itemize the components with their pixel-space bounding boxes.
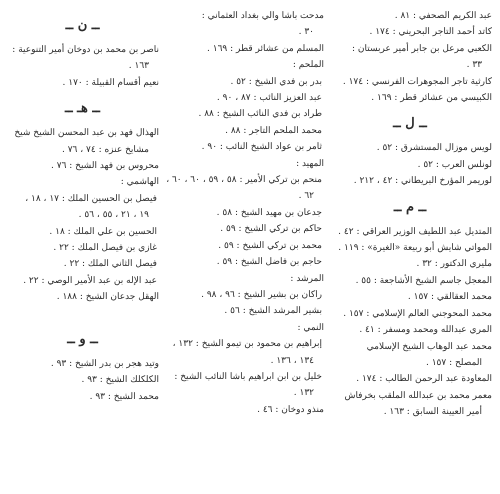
index-subentry: بشير المرشد الشيخ : ٥٦ . xyxy=(224,306,322,317)
index-entry: كاتد أحمد التاجر البحريني : ١٧٤ . xyxy=(369,27,492,38)
index-subentry: حاجم بن فاضل الشيخ : ٥٩ . xyxy=(216,257,322,268)
index-entry: الهقل جدعان الشيخ : ١٨٨ . xyxy=(56,292,159,303)
index-entry: محروس بن فهد الشيخ : ٧٦ . xyxy=(51,161,159,172)
index-entry: لونلس العرب : ٥٢ . xyxy=(417,159,492,170)
index-entry: الهذال فهد بن عبد المحسن الشيخ شيخ xyxy=(14,128,159,139)
index-entry: محمد الشيخ : ٩٣ . xyxy=(89,391,159,402)
index-subentry: طراد بن فدي النائب الشيخ : ٨٨ . xyxy=(198,109,322,120)
index-entry: المواتي شايش أبو ربيعة «الغيرة» : ١١٩ . xyxy=(338,243,492,254)
index-subentry: راكان بن بشير الشيخ : ٩٦ ، ٩٨ . xyxy=(201,289,322,300)
index-subentry: بدر بن فدي الشيخ : ٥٢ . xyxy=(230,76,322,87)
index-subentry: عبد العزيز النائب : ٨٧ ، ٩٠ . xyxy=(216,93,322,104)
index-subentry: محمد بن تركي الشيخ : ٥٩ . xyxy=(218,240,322,251)
index-column-middle xyxy=(164,8,324,488)
index-entry: عبد الكريم الصحفي : ٨١ . xyxy=(394,11,492,21)
index-entry: المسلم من عشائر قطر : ١٦٩ . xyxy=(207,43,324,54)
index-entry: المرشد : xyxy=(290,273,324,284)
index-entry: لوريمر المؤرخ البريطاني : ٤٢ ، ٢١٢ . xyxy=(353,176,492,187)
index-entry: المعاودة عبد الرحمن الطالب : ١٧٤ . xyxy=(356,374,492,385)
index-subentry: غازي بن فيصل الملك : ٢٢ . xyxy=(53,243,157,254)
index-entry: محمد المحوجني العالم الإسلامي : ١٥٧ . xyxy=(343,308,492,319)
index-entry: الهاشمي : xyxy=(120,177,159,188)
section-spacer xyxy=(6,306,159,322)
index-subentry: محمد الملحم التاجر : ٨٨ . xyxy=(225,125,322,136)
index-entry: نعيم أقسام القبيلة : ١٧٠ . xyxy=(62,77,159,88)
index-subentry: الحسين بن علي الملك : ١٨ . xyxy=(49,226,157,237)
index-entry: ناصر بن محمد بن دوخان أمير التنوعية : xyxy=(12,45,159,55)
index-column-right xyxy=(328,8,492,488)
index-entry: وتيد هجر بن بدر الشيخ : ٩٣ . xyxy=(50,358,159,369)
letter-section-header: ــ و ــ xyxy=(67,331,98,347)
index-subentry: إبراهيم بن محمود بن تيمو الشيخ : ١٣٢ ، xyxy=(172,339,322,350)
index-subentry: جدعان بن مهيد الشيخ : ٥٨ . xyxy=(216,207,322,218)
index-entry-continuation: ١٩ ، ٢١ ، ٥٥ ، ٥٦ . xyxy=(78,210,149,221)
index-entry: الملحم : xyxy=(292,60,324,71)
index-entry: كارثية تاجر المجوهرات الفرنسي : ١٧٤ . xyxy=(342,76,492,87)
index-entry: المعجل جاسم الشيخ الأشاجعة : ٥٥ . xyxy=(355,275,492,286)
index-entry: الكبيسي من عشائر قطر : ١٦٩ . xyxy=(371,93,492,104)
index-entry-continuation: ٦٢ . xyxy=(298,191,314,202)
index-entry: لويس موزال المستشرق : ٥٢ . xyxy=(376,143,492,154)
index-subentry: ثامر بن عواد الشيخ النائب : ٩٠ . xyxy=(201,142,322,153)
index-entry: النمي : xyxy=(297,322,324,333)
index-entry: محمد العقالقي : ١٥٧ . xyxy=(407,292,492,303)
index-entry: الكعبي مرعل بن جابر أمير عربستان : xyxy=(351,43,492,54)
index-entry: معمر محمد بن عبدالله الملقب بخرفاش xyxy=(344,390,492,401)
index-entry: محمد عبد الوهاب الشيخ الإسلامي xyxy=(366,341,492,352)
letter-section-header: ــ م ــ xyxy=(393,199,427,215)
index-subentry: خليل بن ابن ابراهيم باشا النائب الشيخ : xyxy=(174,371,322,382)
letter-section-header: ــ هـ ــ xyxy=(65,101,100,117)
index-entry: المهيد : xyxy=(296,158,324,169)
index-subentry: حاكم بن تركي الشيخ : ٥٩ . xyxy=(220,224,322,235)
index-entry-continuation: أمير العيينة السابق : ١٦٣ . xyxy=(383,407,482,418)
index-entry: منذو دوخان : ٤٦ . xyxy=(257,404,324,415)
index-column-left xyxy=(6,8,159,488)
index-entry: الكلكلك الشيخ : ٩٣ . xyxy=(81,375,159,386)
index-entry: المري عبدالله ومحمد ومسفر : ٤١ . xyxy=(359,325,492,336)
index-entry-continuation: ١٣٤ ، ١٣٦ . xyxy=(270,355,314,366)
index-entry: المتديل عبد اللطيف الوزير العراقي : ٤٢ . xyxy=(338,226,492,237)
index-entry: مدحت باشا والي بغداد العثماني : xyxy=(201,11,324,21)
index-subentry: عبد الإله بن عبد الأمير الوصي : ٢٢ . xyxy=(23,275,157,286)
index-entry-continuation: ١٦٣ . xyxy=(128,61,149,72)
index-entry-continuation: ١٣٢ . xyxy=(293,388,314,399)
index-entry-continuation: مشايخ عنزه : ٧٤ ، ٧٦ . xyxy=(61,144,149,155)
index-subentry: فيصل بن الحسين الملك : ١٧ ، ١٨ ، xyxy=(25,193,157,204)
index-subentry: منحم بن تركي الأمير : ٥٨ ، ٥٩ ، ٦٠ ، ٦٠ ، xyxy=(166,175,322,186)
index-entry-continuation: ٣٣ . xyxy=(466,60,482,71)
index-subentry: فيصل الثاني الملك : ٢٢ . xyxy=(63,259,157,270)
index-entry-continuation: ٣٠ . xyxy=(298,27,314,38)
letter-section-header: ــ ن ــ xyxy=(65,18,100,33)
letter-section-header: ــ ل ــ xyxy=(393,116,427,132)
index-entry: مليري الدكتور : ٣٢ . xyxy=(416,259,492,270)
index-entry-continuation: المصلح : ١٥٧ . xyxy=(425,357,482,368)
